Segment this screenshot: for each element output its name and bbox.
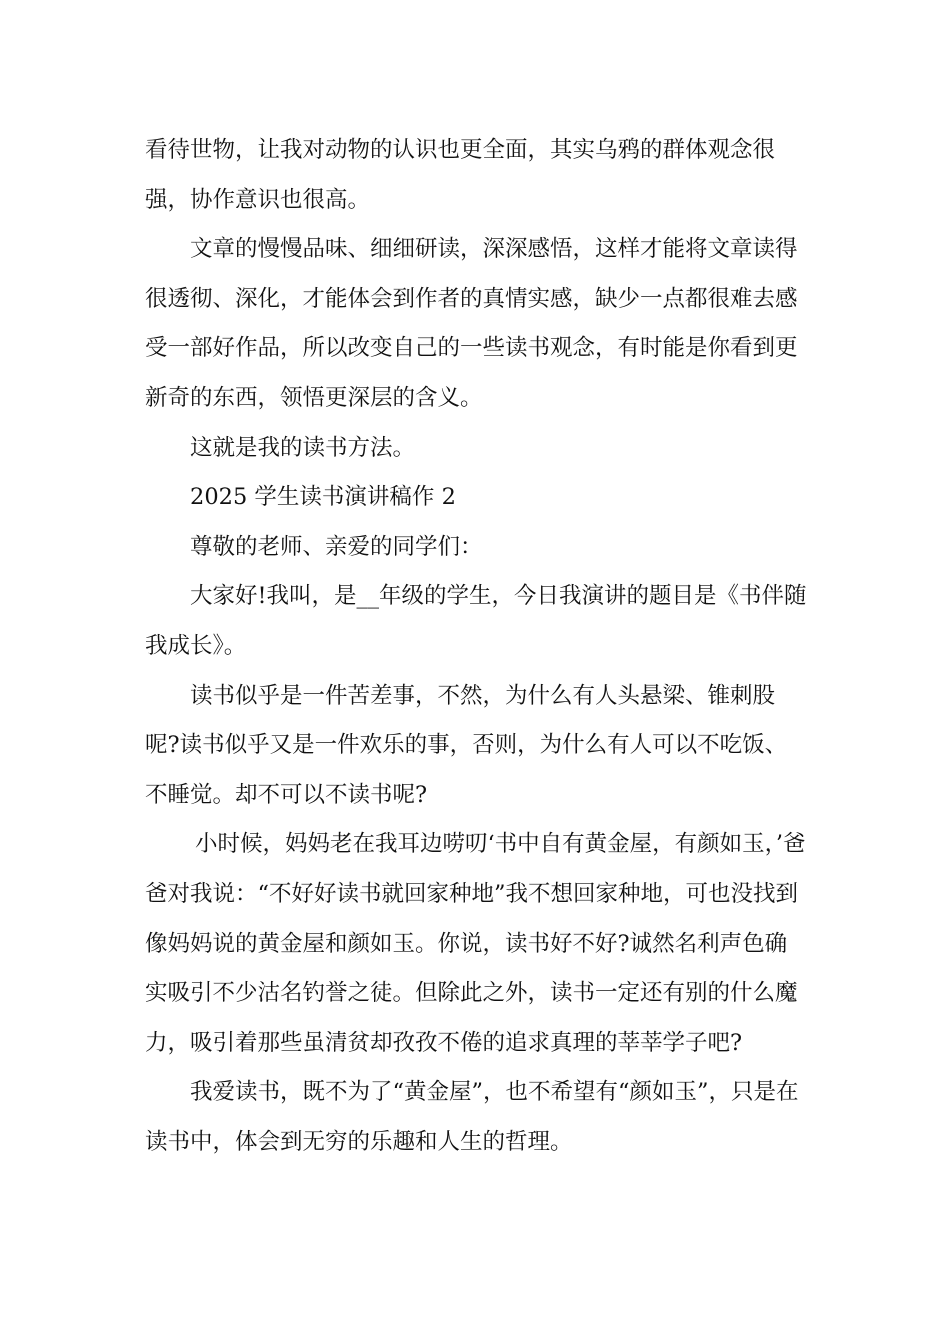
- paragraph-love-reading: 我爱读书，既不为了“黄金屋”，也不希望有“颜如玉”，只是在读书中，体会到无穷的乐趣和人生的哲理。: [145, 1079, 799, 1155]
- section-heading: 2025 学生读书演讲稿作 2: [190, 484, 456, 511]
- paragraph-conclusion: 这就是我的读书方法。: [190, 434, 416, 461]
- salutation: 尊敬的老师、亲爱的同学们：: [190, 533, 483, 560]
- paragraph-continuation: 看待世物，让我对动物的认识也更全面，其实乌鸦的群体观念很强，协作意识也很高。: [145, 137, 776, 213]
- paragraph-greeting: 大家好!我叫，是__年级的学生，今日我演讲的题目是《书伴随我成长》。: [145, 583, 807, 659]
- paragraph-childhood: 小时候，妈妈老在我耳边唠叨‘书中自有黄金屋，有颜如玉，’爸爸对我说：“不好好读书就回家种地”我不想回家种地，可也没找到像妈妈说的黄金屋和颜如玉。你说，读书好不好?诚然名利声色确实吸引不少沽名钓誉之徒。但除此之外，读书一定还有别的什么魔力，吸引着那些虽清贫却孜孜不倦的追求真理的莘莘学子吧?: [145, 831, 806, 1056]
- paragraph-reading-question: 读书似乎是一件苦差事，不然，为什么有人头悬梁、锥刺股呢?读书似乎又是一件欢乐的事，否则，为什么有人可以不吃饭、不睡觉。却不可以不读书呢?: [145, 682, 788, 808]
- document-body: [145, 126, 807, 1167]
- paragraph-reading-method: 文章的慢慢品味、细细研读，深深感悟，这样才能将文章读得很透彻、深化，才能体会到作者的真情实感，缺少一点都很难去感受一部好作品，所以改变自己的一些读书观念，有时能是你看到更新奇的东西，领悟更深层的含义。: [145, 236, 798, 411]
